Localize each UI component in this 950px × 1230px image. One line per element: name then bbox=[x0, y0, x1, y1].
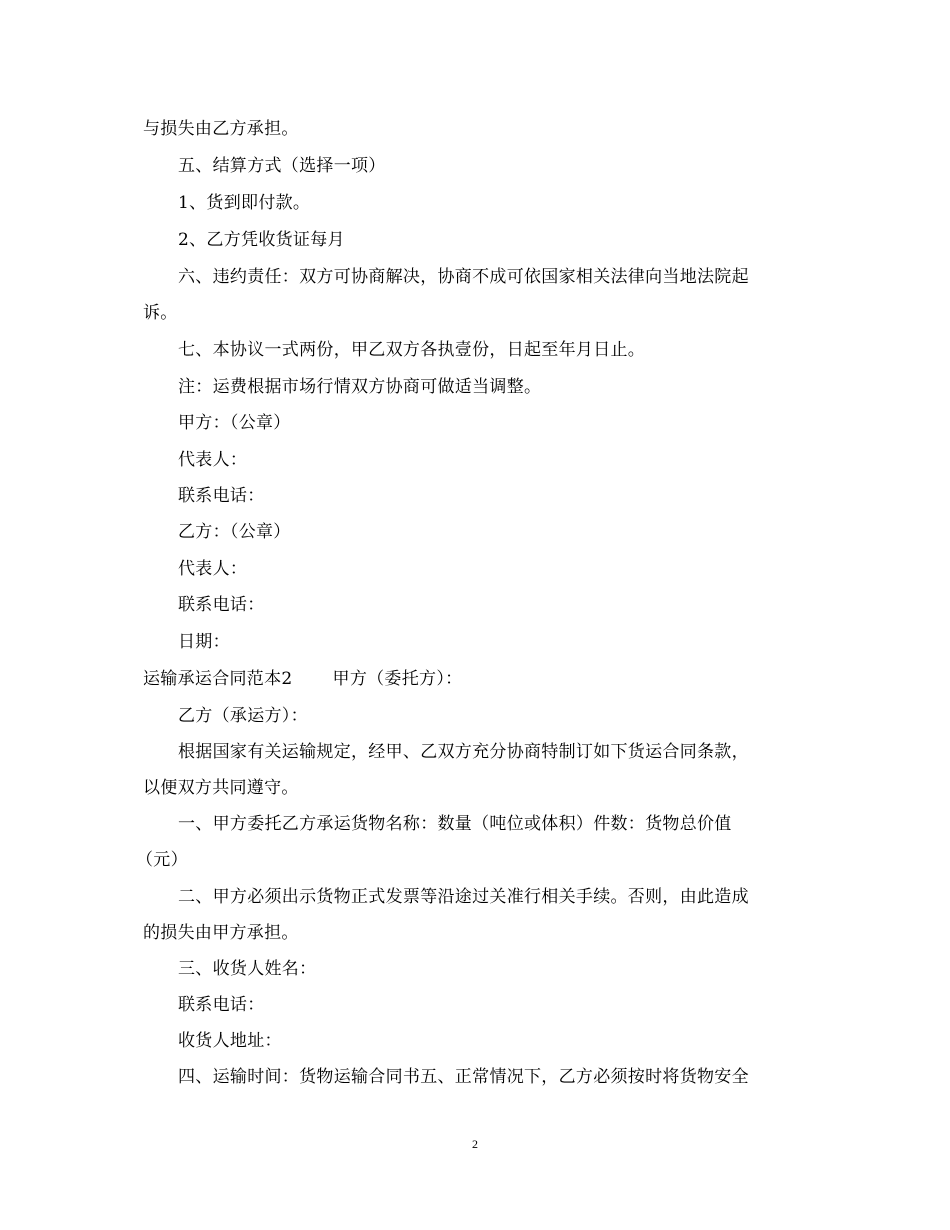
paragraph-line: 六、违约责任：双方可协商解决，协商不成可依国家相关法律向当地法院起 bbox=[178, 267, 749, 287]
date-label: 日期： bbox=[178, 632, 230, 652]
phone-label: 联系电话： bbox=[178, 595, 265, 615]
paragraph-line: 以便双方共同遵守。 bbox=[143, 778, 299, 798]
party-a-seal: 甲方：（公章） bbox=[178, 413, 291, 433]
paragraph-line: 与损失由乙方承担。 bbox=[143, 119, 299, 139]
representative-label: 代表人： bbox=[178, 559, 248, 579]
paragraph-line: 四、运输时间：货物运输合同书五、正常情况下，乙方必须按时将货物安全 bbox=[178, 1067, 749, 1087]
paragraph-line: 2、乙方凭收货证每月 bbox=[178, 230, 345, 250]
consignee-address-label: 收货人地址： bbox=[178, 1031, 282, 1051]
paragraph-line: 诉。 bbox=[143, 303, 178, 323]
party-b-label: 乙方（承运方）： bbox=[178, 706, 308, 726]
representative-label: 代表人： bbox=[178, 450, 248, 470]
paragraph-line: 七、本协议一式两份，甲乙双方各执壹份，日起至年月日止。 bbox=[178, 340, 646, 360]
paragraph-line: 的损失由甲方承担。 bbox=[143, 923, 299, 943]
paragraph-line: 注：运费根据市场行情双方协商可做适当调整。 bbox=[178, 377, 542, 397]
paragraph-line: （元） bbox=[136, 850, 188, 870]
contract-title: 运输承运合同范本2 bbox=[143, 669, 293, 689]
section-heading: 五、结算方式（选择一项） bbox=[178, 156, 386, 176]
consignee-name-label: 三、收货人姓名： bbox=[178, 959, 317, 979]
paragraph-line: 二、甲方必须出示货物正式发票等沿途过关准行相关手续。否则，由此造成 bbox=[178, 887, 749, 907]
phone-label: 联系电话： bbox=[178, 995, 265, 1015]
phone-label: 联系电话： bbox=[178, 486, 265, 506]
paragraph-line: 一、甲方委托乙方承运货物名称：数量（吨位或体积）件数：货物总价值 bbox=[178, 814, 732, 834]
page-number: 2 bbox=[472, 1137, 478, 1151]
party-b-seal: 乙方：（公章） bbox=[178, 522, 291, 542]
party-a-label: 甲方（委托方）： bbox=[332, 669, 463, 689]
paragraph-line: 1、货到即付款。 bbox=[178, 193, 311, 213]
paragraph-line: 根据国家有关运输规定，经甲、乙双方充分协商特制订如下货运合同条款， bbox=[178, 742, 749, 762]
contract-title-line bbox=[143, 667, 462, 691]
